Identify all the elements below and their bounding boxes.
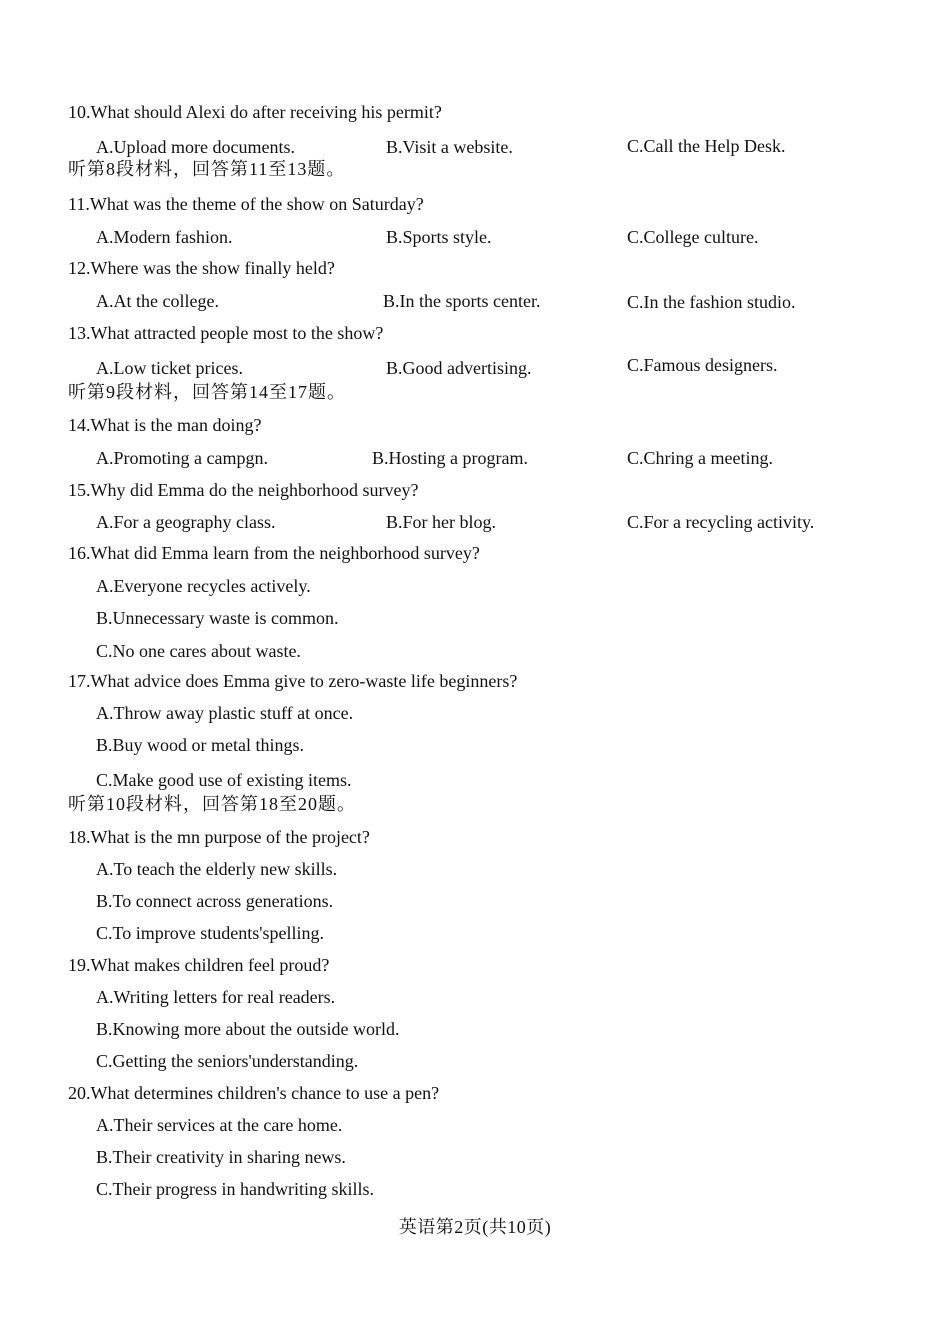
- question-19-option-c: C.Getting the seniors'understanding.: [96, 1051, 359, 1071]
- question-15-option-a: A.For a geography class.: [96, 512, 276, 532]
- question-17-option-c: C.Make good use of existing items.: [96, 770, 352, 790]
- question-19: 19.What makes children feel proud?: [68, 955, 330, 975]
- question-16-option-a: A.Everyone recycles actively.: [96, 576, 311, 596]
- question-13-option-c: C.Famous designers.: [627, 355, 778, 375]
- question-15-option-b: B.For her blog.: [386, 512, 496, 532]
- question-14-option-c: C.Chring a meeting.: [627, 448, 773, 468]
- question-14: 14.What is the man doing?: [68, 415, 262, 435]
- question-18-option-a: A.To teach the elderly new skills.: [96, 859, 338, 879]
- question-14-option-b: B.Hosting a program.: [372, 448, 528, 468]
- question-11-option-c: C.College culture.: [627, 227, 759, 247]
- question-17: 17.What advice does Emma give to zero-waste life beginners?: [68, 671, 518, 691]
- question-13-option-a: A.Low ticket prices.: [96, 358, 243, 378]
- section-heading-10: 听第10段材料，回答第18至20题。: [68, 794, 356, 814]
- question-10: 10.What should Alexi do after receiving his permit?: [68, 102, 442, 122]
- question-17-option-a: A.Throw away plastic stuff at once.: [96, 703, 354, 723]
- question-12-option-a: A.At the college.: [96, 291, 219, 311]
- question-13: 13.What attracted people most to the show?: [68, 323, 384, 343]
- question-19-option-b: B.Knowing more about the outside world.: [96, 1019, 400, 1039]
- question-17-option-b: B.Buy wood or metal things.: [96, 735, 304, 755]
- section-heading-8: 听第8段材料，回答第11至13题。: [68, 159, 346, 179]
- question-10-option-c: C.Call the Help Desk.: [627, 136, 786, 156]
- question-10-option-b: B.Visit a website.: [386, 137, 513, 157]
- question-11: 11.What was the theme of the show on Saturday?: [68, 194, 424, 214]
- question-20: 20.What determines children's chance to use a pen?: [68, 1083, 440, 1103]
- page-footer: 英语第2页(共10页): [398, 1217, 552, 1237]
- question-14-option-a: A.Promoting a campgn.: [96, 448, 268, 468]
- question-18-option-b: B.To connect across generations.: [96, 891, 334, 911]
- question-12: 12.Where was the show finally held?: [68, 258, 335, 278]
- question-16-option-b: B.Unnecessary waste is common.: [96, 608, 339, 628]
- question-13-option-b: B.Good advertising.: [386, 358, 532, 378]
- question-18: 18.What is the mn purpose of the project?: [68, 827, 370, 847]
- question-11-option-b: B.Sports style.: [386, 227, 492, 247]
- question-20-option-b: B.Their creativity in sharing news.: [96, 1147, 346, 1167]
- question-20-option-c: C.Their progress in handwriting skills.: [96, 1179, 374, 1199]
- section-heading-9: 听第9段材料，回答第14至17题。: [68, 382, 346, 402]
- question-11-option-a: A.Modern fashion.: [96, 227, 233, 247]
- question-10-option-a: A.Upload more documents.: [96, 137, 295, 157]
- question-20-option-a: A.Their services at the care home.: [96, 1115, 343, 1135]
- question-16: 16.What did Emma learn from the neighborhood survey?: [68, 543, 480, 563]
- question-12-option-c: C.In the fashion studio.: [627, 292, 796, 312]
- question-19-option-a: A.Writing letters for real readers.: [96, 987, 336, 1007]
- question-15: 15.Why did Emma do the neighborhood survey?: [68, 480, 419, 500]
- question-18-option-c: C.To improve students'spelling.: [96, 923, 324, 943]
- question-12-option-b: B.In the sports center.: [383, 291, 541, 311]
- question-16-option-c: C.No one cares about waste.: [96, 641, 301, 661]
- question-15-option-c: C.For a recycling activity.: [627, 512, 815, 532]
